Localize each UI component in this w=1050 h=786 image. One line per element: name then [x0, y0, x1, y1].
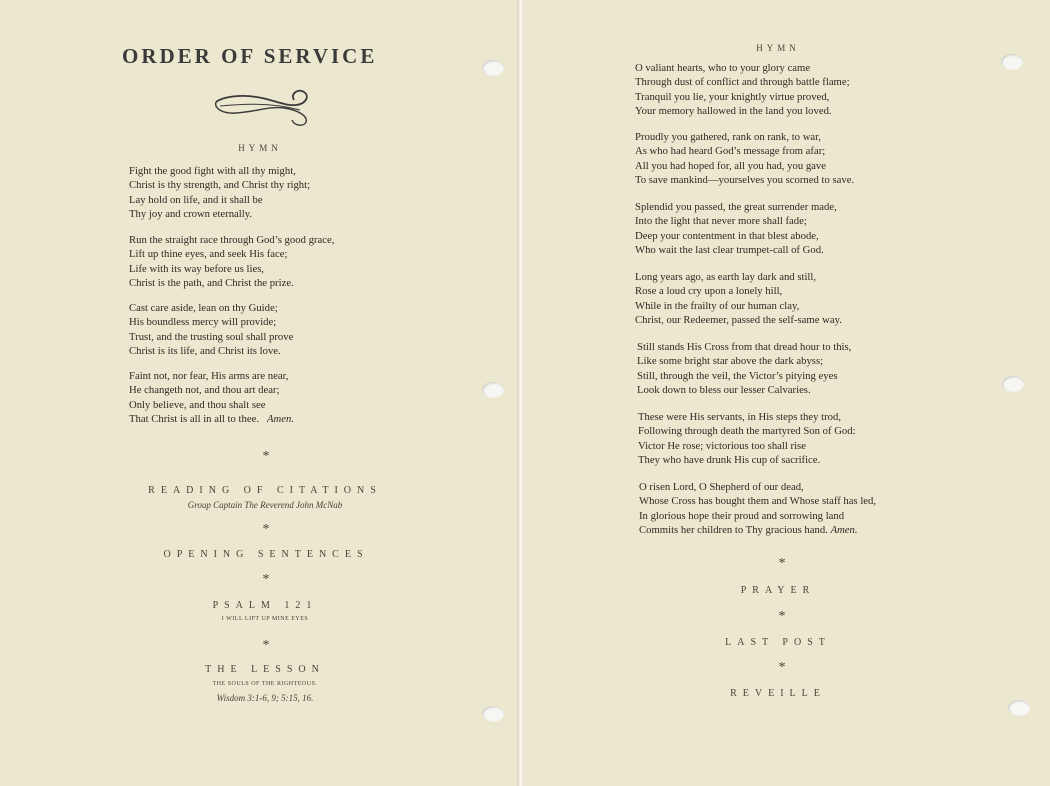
verse-line: His boundless mercy will provide; [129, 316, 277, 329]
verse-line: Splendid you passed, the great surrender made, [635, 201, 837, 213]
verse-line: Only believe, and thou shalt see [129, 398, 266, 411]
amen-text: Amen. [830, 523, 858, 536]
hymn-verse [635, 61, 850, 118]
punch-hole [1002, 376, 1024, 392]
verse-line: All you had hoped for, all you had, you gave [635, 159, 827, 172]
punch-hole [1008, 700, 1030, 716]
verse-line-text: That Christ is all in all to thee. [129, 412, 260, 425]
page-title: ORDER OF SERVICE [122, 44, 378, 68]
hymn-verse [129, 164, 310, 221]
verse-line: Following through death the martyred Son of God: [638, 425, 856, 438]
verse-line: Like some bright star above the dark abyss; [637, 355, 824, 368]
hymn-verse [129, 369, 294, 426]
lesson-subtitle: THE SOULS OF THE RIGHTEOUS. [212, 681, 318, 687]
hymn-heading: HYMN [756, 43, 800, 53]
verse-line: Tranquil you lie, your knightly virtue proved, [635, 90, 830, 103]
verse-line: Lift up thine eyes, and seek His face; [129, 248, 288, 261]
psalm-subtitle: I WILL LIFT UP MINE EYES [221, 616, 309, 622]
star-separator: * [778, 556, 786, 571]
book-gutter [517, 0, 524, 786]
star-separator: * [262, 572, 270, 587]
star-separator: * [262, 449, 270, 464]
verse-line: While in the frailty of our human clay, [635, 299, 800, 312]
verse-line: Faint not, nor fear, His arms are near, [129, 370, 289, 382]
lesson-heading: THE LESSON [205, 664, 325, 675]
star-separator: * [778, 609, 786, 624]
verse-line: Life with its way before us lies, [129, 262, 265, 275]
hymn-verse [635, 130, 854, 187]
verse-line: Christ is the path, and Christ the prize. [129, 276, 294, 289]
verse-line: O risen Lord, O Shepherd of our dead, [639, 481, 804, 493]
verse-line: Look down to bless our lesser Calvaries. [637, 383, 811, 396]
verse-line: Christ is its life, and Christ its love. [129, 344, 281, 357]
last-post-heading: LAST POST [725, 637, 831, 648]
verse-line: Deep your contentment in that blest abode, [635, 229, 819, 242]
verse-line: Still stands His Cross from that dread hour to this, [637, 341, 852, 353]
opening-sentences-heading: OPENING SENTENCES [163, 549, 369, 560]
verse-line: Still, through the veil, the Victor’s pitying eyes [637, 369, 838, 382]
verse-line [639, 523, 876, 537]
verse-line: Whose Cross has bought them and Whose staff has led, [639, 495, 877, 508]
psalm-heading: PSALM 121 [212, 600, 318, 611]
hymn-heading: HYMN [238, 143, 282, 153]
verse-line: Through dust of conflict and through battle flame; [635, 76, 850, 89]
verse-line [129, 412, 294, 426]
hymn-verse [638, 410, 856, 467]
hymn-verse [637, 340, 851, 397]
verse-line: Christ, our Redeemer, passed the self-same way. [635, 313, 842, 326]
verse-line: He changeth not, and thou art dear; [129, 384, 280, 397]
punch-hole [482, 60, 504, 76]
verse-line: Trust, and the trusting soul shall prove [129, 330, 294, 343]
verse-line: To save mankind—yourselves you scorned to save. [635, 173, 855, 186]
verse-line: Who wait the last clear trumpet-call of God. [635, 243, 824, 256]
verse-line-text: Commits her children to Thy gracious hand. [639, 523, 828, 536]
right-page [524, 0, 1050, 786]
verse-line: Proudly you gathered, rank on rank, to war, [635, 131, 821, 143]
prayer-heading: PRAYER [740, 585, 816, 596]
star-separator: * [778, 660, 786, 675]
verse-line: In glorious hope their proud and sorrowing land [639, 509, 845, 522]
reading-of-citations-heading: READING OF CITATIONS [148, 485, 382, 496]
verse-line: Christ is thy strength, and Christ thy right; [129, 179, 311, 192]
reveille-heading: REVEILLE [730, 688, 826, 699]
reading-of-citations-subtitle: Group Captain The Reverend John McNab [187, 500, 343, 510]
star-separator: * [262, 638, 270, 653]
verse-line: Your memory hallowed in the land you loved. [635, 104, 832, 117]
left-page [0, 0, 517, 786]
verse-line: Victor He rose; victorious too shall rise [638, 439, 806, 452]
flourish-ornament-icon [210, 86, 314, 128]
lesson-reference: Wisdom 3:1-6, 9; 5:15, 16. [216, 693, 314, 703]
hymn-verse [639, 480, 876, 537]
verse-line: Long years ago, as earth lay dark and still, [635, 271, 817, 283]
verse-line: Rose a loud cry upon a lonely hill, [635, 285, 783, 298]
verse-line: As who had heard God’s message from afar; [635, 145, 826, 158]
verse-line: These were His servants, in His steps they trod, [638, 411, 842, 423]
punch-hole [1001, 54, 1023, 70]
punch-hole [482, 706, 504, 722]
verse-line: They who have drunk His cup of sacrifice. [638, 453, 821, 466]
punch-hole [482, 382, 504, 398]
verse-line: Thy joy and crown eternally. [129, 207, 253, 220]
amen-text: Amen. [267, 412, 295, 425]
verse-line: Fight the good fight with all thy might, [129, 165, 296, 177]
verse-line: Run the straight race through God’s good grace, [129, 234, 335, 246]
star-separator: * [262, 522, 270, 537]
verse-line: Lay hold on life, and it shall be [129, 193, 263, 206]
verse-line: Into the light that never more shall fade; [635, 215, 807, 228]
verse-line: Cast care aside, lean on thy Guide; [129, 302, 278, 314]
verse-line: O valiant hearts, who to your glory came [635, 62, 811, 74]
hymn-verse [635, 270, 842, 327]
hymn-verse [129, 301, 293, 358]
hymn-verse [129, 233, 334, 290]
hymn-verse [635, 200, 837, 257]
